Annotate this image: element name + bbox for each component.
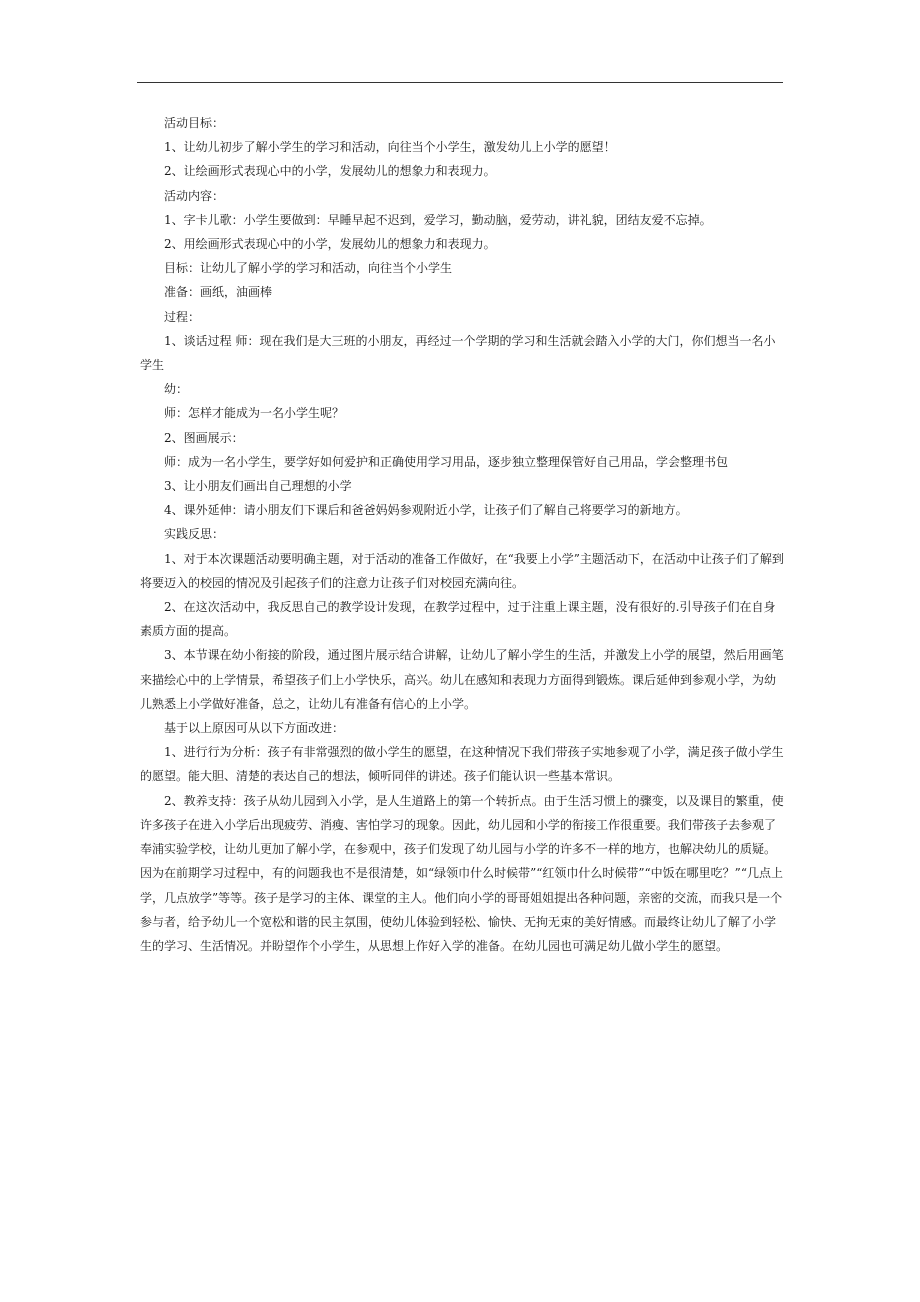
process-item-2-text: 师：成为一名小学生，要学好如何爱护和正确使用学习用品，逐步独立整理保管好自己用品，学会整理书包 [164,454,729,469]
process-heading: 过程： [164,309,201,324]
reflect-item-1: 1、对于本次课题活动要明确主题，对于活动的准备工作做好，在“我要上小学”主题活动下，在活动中让孩子们了解到将要迈入的校园的情况及引起孩子们的注意力让孩子们对校园充满向往。 [140,551,784,590]
process-item-4: 4、课外延伸：请小朋友们下课后和爸爸妈妈参观附近小学，让孩子们了解自己将要学习的新地方。 [164,503,688,518]
content-heading: 活动内容： [164,188,225,203]
process-item-1: 1、谈话过程 师：现在我们是大三班的小朋友，再经过一个学期的学习和生活就会踏入小学的大门，你们想当一名小学生 [140,333,776,373]
goal-item-2: 2、让绘画形式表现心中的小学，发展幼儿的想象力和表现力。 [164,164,496,179]
content-item-2: 2、用绘画形式表现心中的小学，发展幼儿的想象力和表现力。 [164,237,496,252]
improve-heading: 基于以上原因可从以下方面改进： [164,721,345,736]
reflect-heading: 实践反思： [164,527,225,542]
improve-item-1: 1、进行行为分析：孩子有非常强烈的做小学生的愿望，在这种情况下我们带孩子实地参观了小学，满足孩子做小学生的愿望。能大胆、清楚的表达自己的想法，倾听同伴的讲述。孩子们能认识一些基本常识。 [140,745,784,784]
process-item-2: 2、图画展示： [164,430,244,445]
target-line: 目标：让幼儿了解小学的学习和活动，向往当个小学生 [164,261,453,276]
reflect-item-2: 2、在这次活动中，我反思自己的教学设计发现，在教学过程中，过于注重上课主题，没有很好的.引导孩子们在自身素质方面的提高。 [140,600,776,639]
process-item-3: 3、让小朋友们画出自己理想的小学 [164,479,352,494]
document-body [140,111,785,958]
process-child-line: 幼： [164,382,189,397]
improve-item-2: 2、教养支持：孩子从幼儿园到入小学，是人生道路上的第一个转折点。由于生活习惯上的骤变，以及课目的繁重，使许多孩子在进入小学后出现疲劳、消瘦、害怕学习的现象。因此，幼儿园和小学的衔接工作很重要。我们带孩子去参观了奉浦实验学校，让幼儿更加了解小学，在参观中，孩子们发现了幼儿园与小学的许多不一样的地方，也解决幼儿的质疑。因为在前期学习过程中，有的问题我也不是很清楚，如“绿领巾什么时候带”“红领巾什么时候带”“中饭在哪里吃？”“几点上学，几点放学”等等。孩子是学习的主体、课堂的主人。他们向小学的哥哥姐姐提出各种问题，亲密的交流，而我只是一个参与者，给予幼儿一个宽松和谐的民主氛围，使幼儿体验到轻松、愉快、无拘无束的美好情感。而最终让幼儿了解了小学生的学习、生活情况。并盼望作个小学生，从思想上作好入学的准备。在幼儿园也可满足幼儿做小学生的愿望。 [140,793,784,953]
goal-heading: 活动目标： [164,116,225,130]
goal-item-1: 1、让幼儿初步了解小学生的学习和活动，向往当个小学生，激发幼儿上小学的愿望！ [164,140,616,155]
content-item-1: 1、字卡儿歌：小学生要做到：早睡早起不迟到，爱学习，勤动脑，爱劳动，讲礼貌，团结友爱不忘掉。 [164,212,712,227]
header-rule [137,82,783,83]
process-teacher-question: 师：怎样才能成为一名小学生呢？ [164,406,345,421]
reflect-item-3: 3、本节课在幼小衔接的阶段，通过图片展示结合讲解，让幼儿了解小学生的生活，并激发上小学的展望，然后用画笔来描绘心中的上学情景，希望孩子们上小学快乐，高兴。幼儿在感知和表现力方面得到锻炼。课后延伸到参观小学，为幼儿熟悉上小学做好准备，总之，让幼儿有准备有信心的上小学。 [140,648,784,711]
prep-line: 准备：画纸，油画棒 [164,285,273,300]
